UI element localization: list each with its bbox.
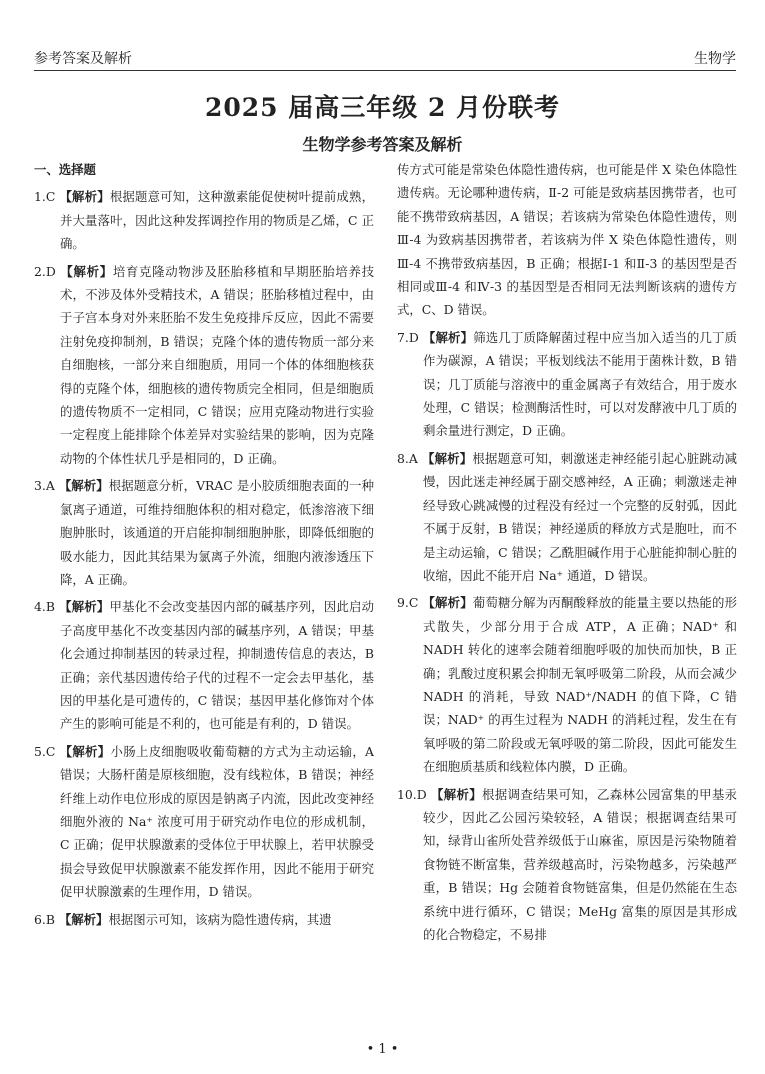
analysis-tag: 【解析】: [421, 450, 473, 466]
answer-item-8: [397, 447, 737, 587]
analysis-tag: 【解析】: [58, 478, 109, 494]
analysis-tag: 【解析】: [422, 329, 474, 345]
item-number: 3.A: [34, 478, 55, 494]
answer-item-2: [34, 260, 374, 471]
document-title: 2025 届高三年级 2 月份联考: [204, 93, 561, 122]
answer-item-5: [34, 740, 374, 904]
item-number: 5.C: [34, 743, 56, 759]
item-number: 4.B: [34, 599, 55, 615]
answer-item-6-continued: [397, 158, 737, 322]
item-text: 根据调查结果可知，乙森林公园富集的甲基汞较少，因此乙公园污染较轻，A 错误；根据调查结果可知，绿背山雀所处营养级低于山麻雀，原因是污染物随着食物链不断富集，营养级越高时，污染物越多，污染越严重，B 错误；Hg 会随着食物链富集，但是仍然能在生态系统中进行循环，C 错误；MeHg 富集的原因是其形成的化合物稳定，不易排: [423, 786, 737, 942]
item-text: 根据题意可知，这种激素能促使树叶提前成熟，并大量落叶，因此这种发挥调控作用的物质是乙烯，C 正确。: [60, 189, 374, 252]
header-left-text: 参考答案及解析: [34, 51, 132, 67]
item-number: 8.A: [397, 450, 418, 466]
item-text: 培育克隆动物涉及胚胎移植和早期胚胎培养技术，不涉及体外受精技术，A 错误；胚胎移植过程中，由于子宫本身对外来胚胎不发生免疫排斥反应，因此不需要注射免疫抑制剂，B 错误；克隆个体的遗传物质一部分来自细胞核，一部分来自细胞质，用同一个体的体细胞核获得的克隆个体，细胞核的遗传物质完全相同，但是细胞质的遗传物质不一定相同，C 错误；应用克隆动物进行实验一定程度上能排除个体差异对实验结果的影响，因为克隆动物的个体性状几乎是相同的，D 正确。: [60, 263, 374, 466]
analysis-tag: 【解析】: [59, 599, 110, 615]
item-number: 9.C: [397, 595, 419, 611]
page-header: [34, 44, 736, 71]
item-number: 10.D: [397, 786, 427, 802]
item-number: 6.B: [34, 911, 55, 927]
analysis-tag: 【解析】: [60, 263, 113, 279]
analysis-tag: 【解析】: [58, 911, 109, 927]
analysis-tag: 【解析】: [59, 189, 110, 205]
header-right-text: 生物学: [694, 51, 736, 67]
item-text: 筛选几丁质降解菌过程中应当加入适当的几丁质作为碳源，A 错误；平板划线法不能用于菌株计数，B 错误；几丁质能与溶液中的重金属离子有效结合，用于废水处理，C 错误；检测酶活性时，可以对发酵液中几丁质的剩余量进行测定，D 正确。: [423, 329, 737, 439]
analysis-tag: 【解析】: [59, 743, 111, 759]
item-number: 1.C: [34, 189, 56, 205]
item-text: 甲基化不会改变基因内部的碱基序列，因此启动子高度甲基化不改变基因内部的碱基序列，A 错误；甲基化会通过抑制基因的转录过程，抑制遗传信息的表达，B 正确；亲代基因遗传给子代的过程不一定会去甲基化，基因的甲基化是可遗传的，C 错误；基因甲基化修饰对个体产生的影响可能是不利的，也可能是有利的，D 错误。: [60, 599, 374, 732]
answer-item-4: [34, 595, 374, 735]
item-number: 2.D: [34, 263, 56, 279]
item-text: 葡萄糖分解为丙酮酸释放的能量主要以热能的形式散失，少部分用于合成 ATP，A 正确；NAD⁺ 和 NADH 转化的速率会随着细胞呼吸的加快而加快，B 正确；乳酸过度积累会抑制无氧呼吸第二阶段，从而会减少 NADH 的消耗，导致 NAD⁺/NADH 的值下降，C 错误；NAD⁺ 的再生过程为 NADH 的消耗过程，发生在有氧呼吸的第二阶段或无氧呼吸的第二阶段，因此可能发生在细胞质基质和线粒体内膜，D 正确。: [423, 595, 737, 775]
item-text: 根据图示可知，该病为隐性遗传病，其遗: [108, 911, 332, 927]
section-heading: 一、选择题: [34, 162, 96, 177]
item-text: 小肠上皮细胞吸收葡萄糖的方式为主动运输，A 错误；大肠杆菌是原核细胞，没有线粒体，B 错误；神经纤维上动作电位形成的原因是钠离子内流，因此改变神经细胞外液的 Na⁺ 浓度可用于研究动作电位的形成机制，C 正确；促甲状腺激素的受体位于甲状腺上，若甲状腺受损会导致促甲状腺激素不能发挥作用，因此不能用于研究促甲状腺激素的生理作用，D 错误。: [60, 743, 374, 900]
item-text: 根据题意分析，VRAC 是小胶质细胞表面的一种氯离子通道，可维持细胞体积的相对稳定，低渗溶液下细胞肿胀时，该通道的开启能抑制细胞肿胀，即降低细胞的吸水能力，因此其结果为氯离子外流，细胞内液渗透压下降，A 正确。: [60, 478, 374, 587]
page-number: • 1 •: [366, 1042, 399, 1057]
document-subtitle: 生物学参考答案及解析: [302, 135, 463, 154]
analysis-tag: 【解析】: [422, 595, 473, 611]
item-number: 7.D: [397, 329, 419, 345]
analysis-tag: 【解析】: [430, 786, 483, 802]
answer-item-9: [397, 591, 737, 778]
right-column: [397, 158, 737, 1038]
answer-item-3: [34, 474, 374, 591]
answer-item-6: [34, 908, 374, 931]
answer-item-10: [397, 783, 737, 947]
answer-item-7: [397, 326, 737, 443]
item-text: 传方式可能是常染色体隐性遗传病，也可能是伴 X 染色体隐性遗传病。无论哪种遗传病，Ⅱ-2 可能是致病基因携带者，也可能不携带致病基因，A 错误；若该病为常染色体隐性遗传，则Ⅲ-4 为致病基因携带者，若该病为伴 X 染色体隐性遗传，则Ⅲ-4 不携带致病基因，B 正确；根据Ⅰ-1 和Ⅱ-3 的基因型是否相同或Ⅲ-4 和Ⅳ-3 的基因型是否相同无法判断该病的遗传方式，C、D 错误。: [397, 162, 737, 318]
left-column: [34, 158, 374, 1038]
item-text: 根据题意可知，刺激迷走神经能引起心脏跳动减慢，因此迷走神经属于副交感神经，A 正确；刺激迷走神经导致心跳减慢的过程没有经过一个完整的反射弧，因此不属于反射，B 错误；神经递质的释放方式是胞吐，而不是主动运输，C 错误；乙酰胆碱作用于心脏能抑制心脏的收缩，因此不能开启 Na⁺ 通道，D 错误。: [423, 450, 737, 583]
answer-item-1: [34, 185, 374, 255]
